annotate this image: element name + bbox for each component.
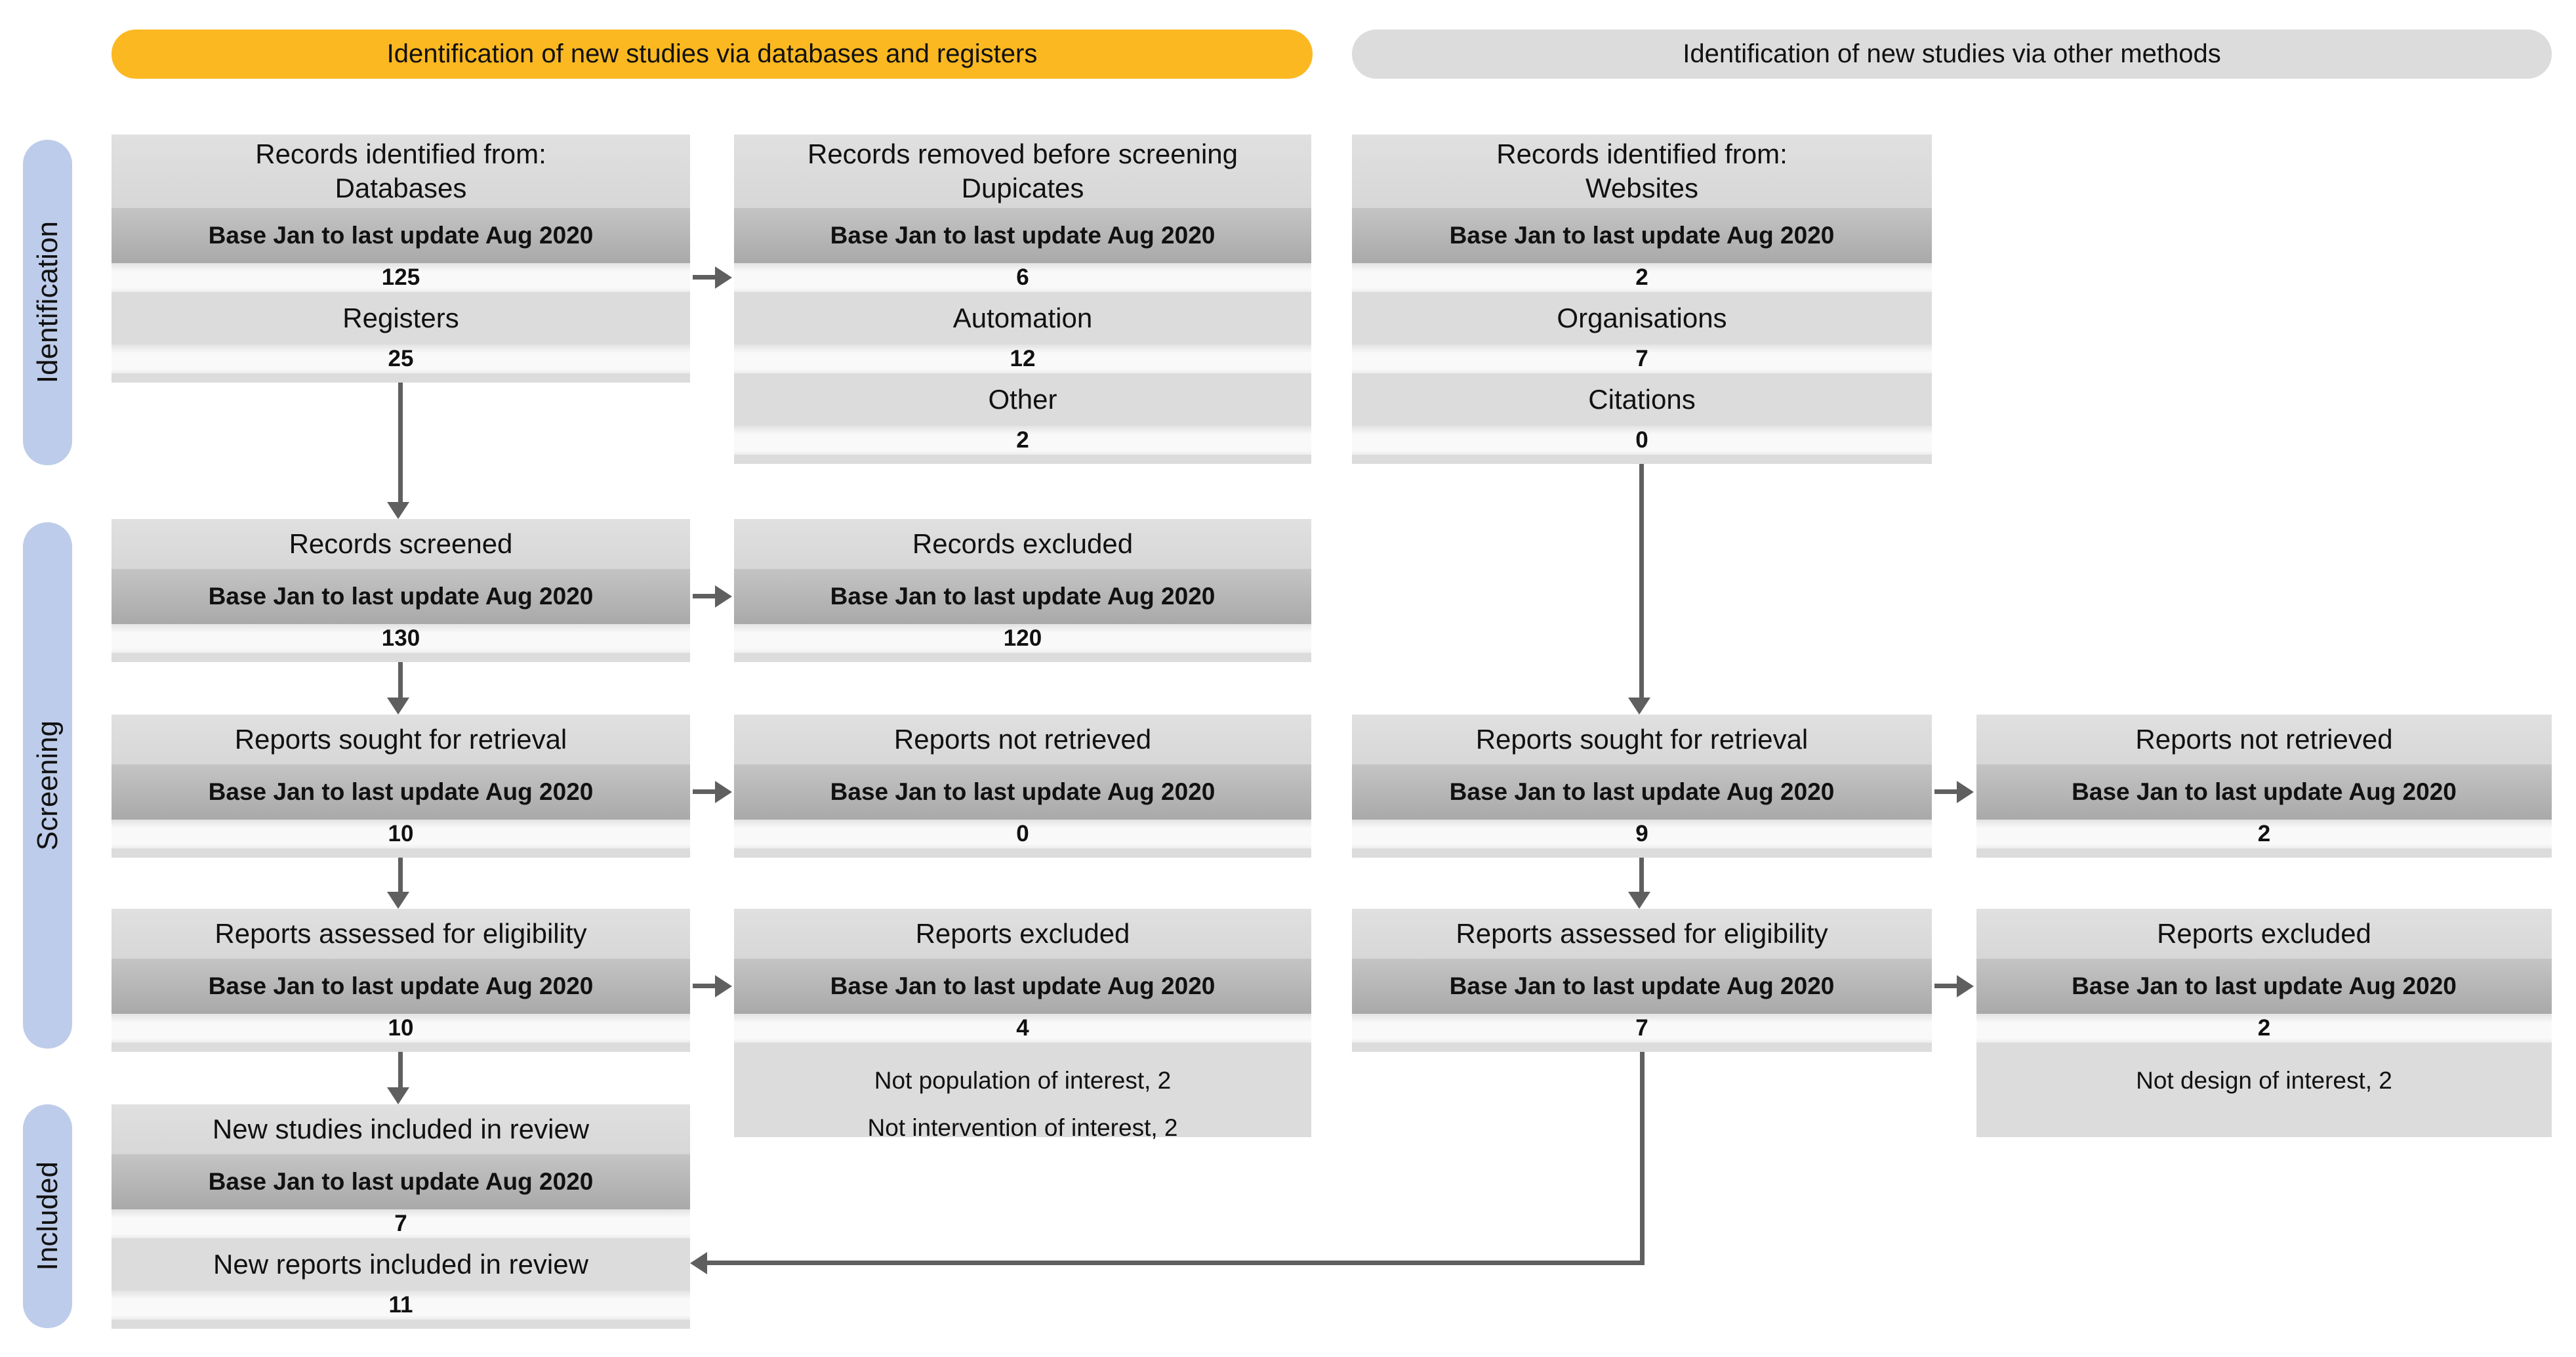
banner-other-methods bbox=[1352, 30, 2552, 79]
bottom-strip bbox=[734, 653, 1311, 662]
arrow-screened-to-excluded bbox=[693, 585, 732, 608]
value-new-reports: 11 bbox=[112, 1291, 690, 1320]
arrow-websites-to-sought bbox=[1628, 464, 1656, 715]
value-citations: 0 bbox=[1352, 426, 1932, 455]
title-line2: Dupicates bbox=[961, 173, 1084, 203]
arrow-head-down-icon bbox=[1628, 892, 1650, 909]
arrow-shaft bbox=[693, 984, 718, 988]
stage-screening-label: Screening bbox=[31, 720, 64, 851]
box-reports-assessed-other bbox=[1352, 909, 1932, 1052]
bottom-strip bbox=[112, 373, 690, 383]
arrow-shaft bbox=[1639, 858, 1644, 894]
value-assessed: 10 bbox=[112, 1014, 690, 1043]
arrow-databases-to-screened bbox=[387, 383, 415, 519]
arrow-shaft bbox=[398, 383, 403, 505]
value-excluded: 4 bbox=[734, 1014, 1311, 1043]
value-not-retrieved: 0 bbox=[734, 820, 1311, 848]
reason-intervention: Not intervention of interest, 2 bbox=[867, 1114, 1178, 1141]
label-citations: Citations bbox=[1352, 373, 1932, 426]
box-reports-excluded-other bbox=[1976, 909, 2552, 1137]
arrow-sought-to-assessed-db bbox=[387, 858, 415, 909]
stage-identification bbox=[23, 140, 72, 465]
arrow-sought-to-not-retrieved-db bbox=[693, 781, 732, 803]
date-range-band: Base Jan to last update Aug 2020 bbox=[734, 764, 1311, 820]
value-excluded: 2 bbox=[1976, 1014, 2552, 1043]
date-range-band: Base Jan to last update Aug 2020 bbox=[112, 569, 690, 624]
exclusion-reasons bbox=[1976, 1043, 2552, 1137]
value-new-studies: 7 bbox=[112, 1209, 690, 1238]
date-range-band: Base Jan to last update Aug 2020 bbox=[1352, 208, 1932, 263]
date-range-band: Base Jan to last update Aug 2020 bbox=[112, 1154, 690, 1209]
bottom-strip bbox=[112, 848, 690, 858]
box-title bbox=[112, 135, 690, 208]
banner-databases-registers-label: Identification of new studies via databases and registers bbox=[386, 39, 1038, 68]
box-title: Reports sought for retrieval bbox=[1352, 715, 1932, 764]
box-title bbox=[1352, 135, 1932, 208]
box-reports-sought-db bbox=[112, 715, 690, 858]
box-records-identified-websites bbox=[1352, 135, 1932, 464]
stage-included-label: Included bbox=[31, 1161, 64, 1271]
box-reports-assessed-db bbox=[112, 909, 690, 1052]
arrow-shaft bbox=[693, 594, 718, 598]
box-title: Reports excluded bbox=[734, 909, 1311, 959]
arrow-screened-to-sought bbox=[387, 662, 415, 715]
box-title: Records screened bbox=[112, 519, 690, 569]
box-reports-not-retrieved-other bbox=[1976, 715, 2552, 858]
title-line1: Records removed before screening bbox=[807, 138, 1238, 169]
reason-design: Not design of interest, 2 bbox=[2136, 1067, 2392, 1094]
date-range-band: Base Jan to last update Aug 2020 bbox=[734, 569, 1311, 624]
arrow-shaft bbox=[398, 858, 403, 894]
label-new-reports: New reports included in review bbox=[112, 1238, 690, 1291]
value-websites: 2 bbox=[1352, 263, 1932, 292]
box-title: Reports assessed for eligibility bbox=[112, 909, 690, 959]
title-line2: Databases bbox=[335, 173, 467, 203]
label-automation: Automation bbox=[734, 292, 1311, 344]
arrow-assessed-to-included bbox=[387, 1052, 415, 1104]
value-assessed: 7 bbox=[1352, 1014, 1932, 1043]
arrow-sought-to-not-retrieved-other bbox=[1934, 781, 1974, 803]
stage-identification-label: Identification bbox=[31, 221, 64, 384]
box-title: New studies included in review bbox=[112, 1104, 690, 1154]
arrow-sought-to-assessed-other bbox=[1628, 858, 1656, 909]
reason-population: Not population of interest, 2 bbox=[874, 1067, 1172, 1094]
bottom-strip bbox=[734, 848, 1311, 858]
date-range-band: Base Jan to last update Aug 2020 bbox=[1976, 959, 2552, 1014]
box-title: Records excluded bbox=[734, 519, 1311, 569]
stage-screening bbox=[23, 522, 72, 1049]
arrow-shaft bbox=[1639, 464, 1644, 700]
arrow-head-right-icon bbox=[1957, 975, 1974, 997]
arrow-assessed-to-excluded-db bbox=[693, 975, 732, 997]
arrow-shaft bbox=[693, 789, 718, 794]
arrow-head-down-icon bbox=[387, 1087, 409, 1104]
arrow-head-left-icon bbox=[690, 1252, 707, 1274]
arrow-other-to-included-vertical-segment bbox=[1640, 1052, 1645, 1265]
arrow-shaft bbox=[1934, 984, 1959, 988]
title-line1: Records identified from: bbox=[255, 138, 546, 169]
title-line1: Records identified from: bbox=[1496, 138, 1788, 169]
bottom-strip bbox=[1352, 848, 1932, 858]
arrow-other-to-included-horizontal-segment bbox=[706, 1261, 1645, 1265]
box-title: Reports assessed for eligibility bbox=[1352, 909, 1932, 959]
bottom-strip bbox=[1976, 848, 2552, 858]
box-records-excluded bbox=[734, 519, 1311, 662]
arrow-shaft bbox=[693, 275, 718, 280]
bottom-strip bbox=[112, 1320, 690, 1329]
date-range-band: Base Jan to last update Aug 2020 bbox=[112, 764, 690, 820]
box-reports-not-retrieved-db bbox=[734, 715, 1311, 858]
arrow-assessed-to-excluded-other bbox=[1934, 975, 1974, 997]
box-new-studies-included bbox=[112, 1104, 690, 1329]
banner-other-methods-label: Identification of new studies via other methods bbox=[1683, 39, 2221, 68]
value-organisations: 7 bbox=[1352, 344, 1932, 373]
box-title bbox=[734, 135, 1311, 208]
arrow-head-down-icon bbox=[387, 502, 409, 519]
box-reports-sought-other bbox=[1352, 715, 1932, 858]
label-organisations: Organisations bbox=[1352, 292, 1932, 344]
box-title: Reports excluded bbox=[1976, 909, 2552, 959]
arrow-shaft bbox=[398, 1052, 403, 1090]
label-other: Other bbox=[734, 373, 1311, 426]
date-range-band: Base Jan to last update Aug 2020 bbox=[734, 208, 1311, 263]
date-range-band: Base Jan to last update Aug 2020 bbox=[1352, 959, 1932, 1014]
arrow-head-right-icon bbox=[715, 266, 732, 289]
bottom-strip bbox=[1352, 455, 1932, 464]
arrow-head-right-icon bbox=[715, 585, 732, 608]
box-title: Reports not retrieved bbox=[1976, 715, 2552, 764]
value-not-retrieved: 2 bbox=[1976, 820, 2552, 848]
date-range-band: Base Jan to last update Aug 2020 bbox=[1352, 764, 1932, 820]
box-reports-excluded-db bbox=[734, 909, 1311, 1141]
arrow-head-right-icon bbox=[1957, 781, 1974, 803]
value-automation: 12 bbox=[734, 344, 1311, 373]
label-registers: Registers bbox=[112, 292, 690, 344]
exclusion-reasons bbox=[734, 1043, 1311, 1141]
date-range-band: Base Jan to last update Aug 2020 bbox=[734, 959, 1311, 1014]
arrow-head-down-icon bbox=[1628, 698, 1650, 715]
box-title: Reports sought for retrieval bbox=[112, 715, 690, 764]
box-records-identified-databases bbox=[112, 135, 690, 383]
value-databases: 125 bbox=[112, 263, 690, 292]
date-range-band: Base Jan to last update Aug 2020 bbox=[112, 208, 690, 263]
bottom-strip bbox=[112, 653, 690, 662]
arrow-shaft bbox=[1934, 789, 1959, 794]
bottom-strip bbox=[1352, 1043, 1932, 1052]
stage-included bbox=[23, 1104, 72, 1328]
arrow-shaft bbox=[398, 662, 403, 700]
value-sought: 10 bbox=[112, 820, 690, 848]
value-sought: 9 bbox=[1352, 820, 1932, 848]
value-excluded: 120 bbox=[734, 624, 1311, 653]
value-duplicates: 6 bbox=[734, 263, 1311, 292]
arrow-head-down-icon bbox=[387, 698, 409, 715]
arrow-head-right-icon bbox=[715, 781, 732, 803]
box-title: Reports not retrieved bbox=[734, 715, 1311, 764]
bottom-strip bbox=[734, 455, 1311, 464]
value-screened: 130 bbox=[112, 624, 690, 653]
arrow-head-down-icon bbox=[387, 892, 409, 909]
value-other: 2 bbox=[734, 426, 1311, 455]
arrow-head-right-icon bbox=[715, 975, 732, 997]
arrow-databases-to-removed bbox=[693, 266, 732, 289]
date-range-band: Base Jan to last update Aug 2020 bbox=[1976, 764, 2552, 820]
value-registers: 25 bbox=[112, 344, 690, 373]
banner-databases-registers bbox=[112, 30, 1313, 79]
box-records-removed bbox=[734, 135, 1311, 464]
box-records-screened bbox=[112, 519, 690, 662]
title-line2: Websites bbox=[1585, 173, 1698, 203]
bottom-strip bbox=[112, 1043, 690, 1052]
date-range-band: Base Jan to last update Aug 2020 bbox=[112, 959, 690, 1014]
